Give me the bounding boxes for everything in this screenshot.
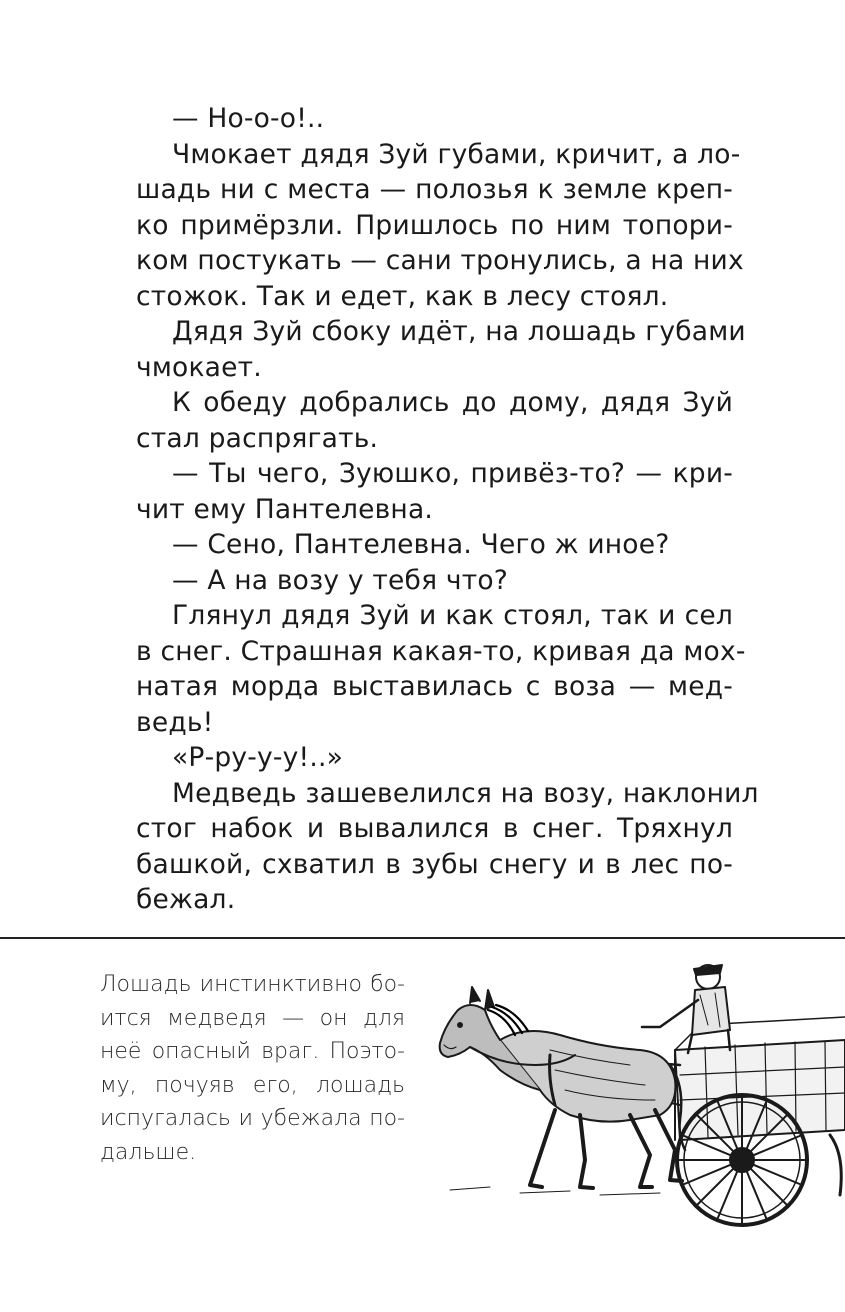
story-line: Глянул дядя Зуй и как стоял, так и сел	[172, 600, 733, 631]
horse-cart-drawing-icon	[430, 955, 845, 1245]
story-line: Чмокает дядя Зуй губами, кричит, а ло-	[172, 138, 741, 170]
story-line: чмокает.	[136, 351, 262, 383]
story-line: ведь!	[136, 706, 214, 738]
story-line: шадь ни с места — полозья к земле креп-	[136, 174, 733, 205]
note-line: Лошадь инстинктивно бо-	[100, 972, 405, 997]
story-line: Дядя Зуй сбоку идёт, на лошадь губами	[172, 316, 746, 347]
story-line: Медведь зашевелился на возу, наклонил	[172, 777, 759, 809]
paragraph	[100, 563, 733, 599]
note-line: испугалась и убежала по-	[100, 1106, 405, 1131]
story-line: стожок. Так и едет, как в лесу стоял.	[136, 280, 669, 312]
story-line: стог набок и вывалился в снег. Тряхнул	[136, 813, 733, 844]
paragraph	[100, 137, 744, 315]
story-line: башкой, схватил в зубы снегу и в лес по-	[136, 848, 733, 880]
note-line: неё опасный враг. Поэто-	[100, 1039, 405, 1064]
story-line: чит ему Пантелевна.	[136, 493, 434, 525]
story-line: — Ты чего, Зуюшко, привёз-то? — кри-	[172, 458, 733, 489]
story-line: натая морда выставилась с воза — мед-	[136, 671, 733, 702]
paragraph	[100, 776, 759, 918]
paragraph	[100, 101, 733, 137]
note-line: дальше.	[100, 1139, 197, 1165]
story-line: «Р-ру-у-у!..»	[172, 742, 344, 773]
paragraph	[100, 527, 733, 563]
story-line: стал распрягать.	[136, 422, 379, 454]
note-line: ится медведя — он для	[100, 1005, 405, 1031]
story-text	[100, 101, 759, 918]
paragraph	[100, 456, 733, 527]
story-line: К обеду добрались до дому, дядя Зуй	[172, 387, 733, 418]
story-line: ко примёрзли. Пришлось по ним топори-	[136, 209, 733, 241]
paragraph	[100, 598, 746, 740]
story-line: ком постукать — сани тронулись, а на них	[136, 245, 744, 276]
story-line: — Но-о-о!..	[172, 103, 325, 134]
paragraph	[100, 314, 746, 385]
section-divider	[0, 937, 845, 939]
story-line: в снег. Страшная какая-то, кривая да мох-	[136, 635, 746, 667]
paragraph	[100, 385, 733, 456]
paragraph	[100, 740, 733, 776]
note-line: му, почуяв его, лошадь	[100, 1072, 405, 1098]
story-line: — А на возу у тебя что?	[172, 564, 509, 596]
story-line: — Сено, Пантелевна. Чего ж иное?	[172, 529, 670, 560]
sidebar-note	[100, 968, 405, 1169]
story-line: бежал.	[136, 884, 236, 915]
